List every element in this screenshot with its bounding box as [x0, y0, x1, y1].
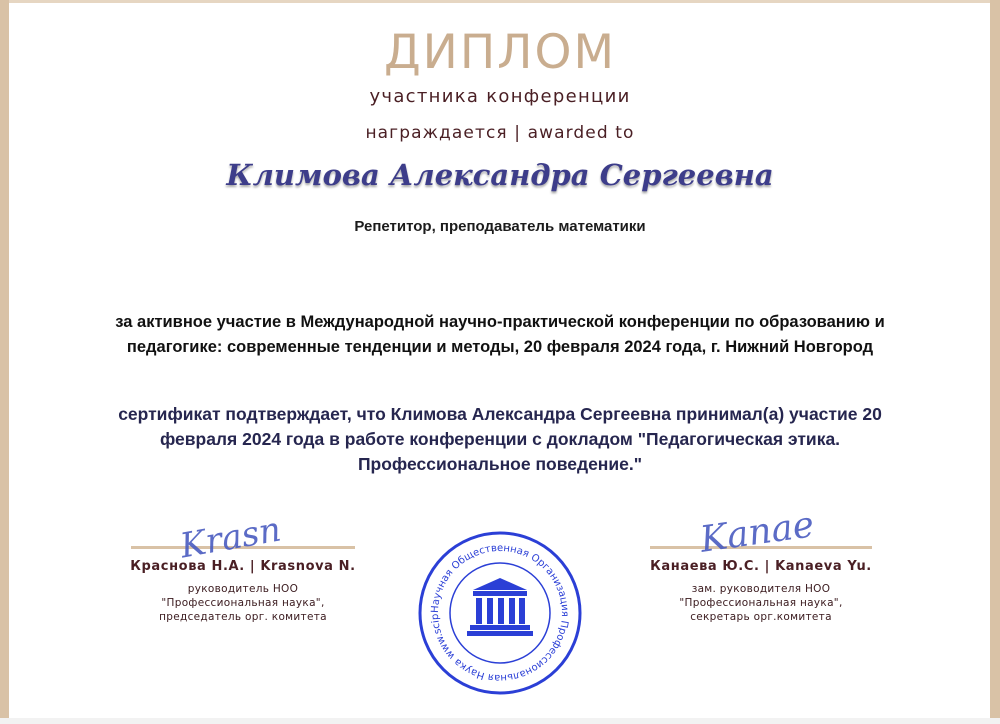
diploma-title: ДИПЛОМ [383, 25, 617, 80]
recipient-position: Репетитор, преподаватель математики [354, 218, 646, 235]
right-handwritten-signature: Kanae [697, 504, 817, 561]
certificate-line: Профессиональное поведение." [357, 454, 643, 474]
organization-stamp [415, 528, 585, 698]
diploma-subtitle: участника конференции [369, 86, 631, 107]
certificate-statement [70, 402, 930, 477]
left-signatory-role [113, 582, 373, 624]
award-reason-line: за активное участие в Международной научно-практической конференции по образованию и [115, 313, 885, 331]
building-emblem-icon [467, 578, 533, 636]
award-reason [80, 310, 920, 360]
left-role-line: председатель орг. комитета [159, 611, 327, 623]
left-role-line: руководитель НОО [187, 583, 299, 595]
right-role-line: "Профессиональная наука", [679, 597, 843, 609]
frame-top-border [0, 0, 1000, 3]
right-signatory-name: Канаева Ю.С. | Kanaeva Yu. [650, 559, 872, 574]
left-signatory-name: Краснова Н.А. | Krasnova N. [130, 559, 356, 574]
right-signatory-role [631, 582, 891, 624]
right-role-line: зам. руководителя НОО [691, 583, 831, 595]
frame-bottom-border [0, 718, 1000, 724]
awarded-label: награждается | awarded to [365, 123, 635, 143]
certificate-line: февраля 2024 года в работе конференции с докладом "Педагогическая этика. [159, 429, 841, 449]
stamp-icon [415, 528, 585, 698]
left-role-line: "Профессиональная наука", [161, 597, 325, 609]
recipient-name: Климова Александра Сергеевна [226, 158, 774, 192]
certificate-line: сертификат подтверждает, что Климова Александра Сергеевна принимал(а) участие 20 [118, 404, 882, 424]
right-role-line: секретарь орг.комитета [690, 611, 832, 623]
frame-left-border [0, 0, 9, 724]
left-handwritten-signature: Krasn [177, 509, 284, 567]
stamp-text: Научная Общественная Организация Профессиональная Наука www.scip [429, 542, 571, 684]
award-reason-line: педагогике: современные тенденции и методы, 20 февраля 2024 года, г. Нижний Новгород [126, 338, 874, 356]
frame-right-border [990, 0, 1000, 724]
